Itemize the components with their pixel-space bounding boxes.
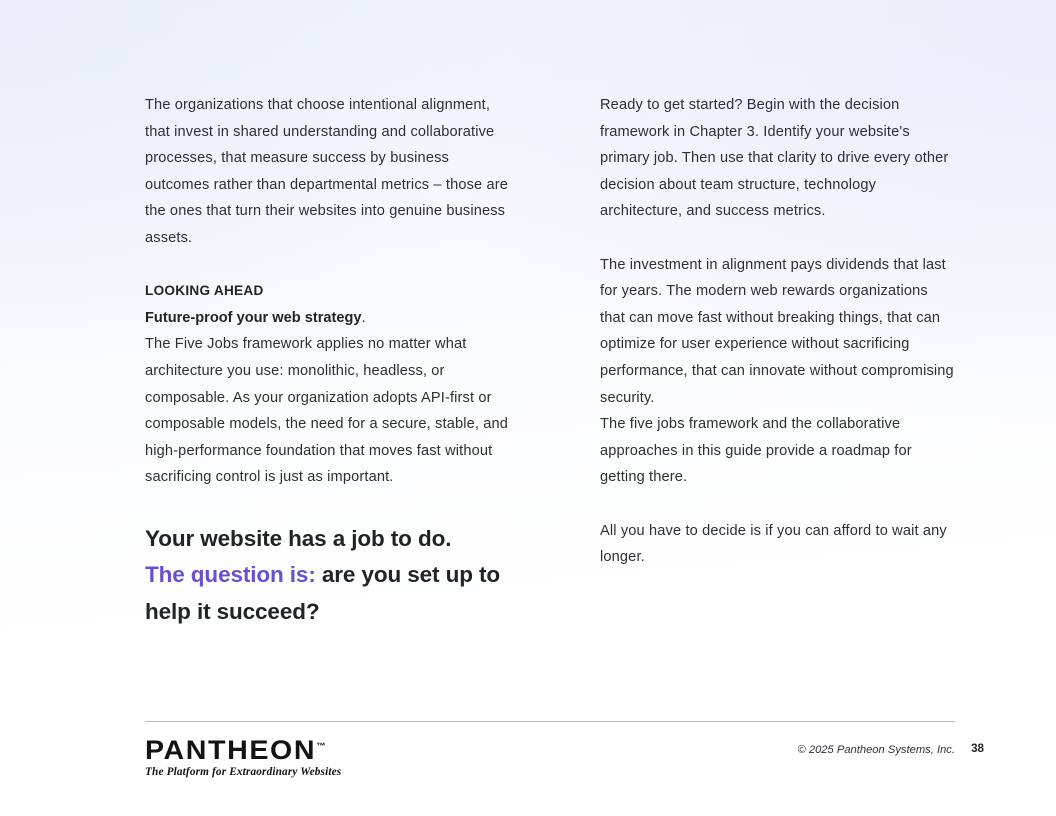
page-number: 38 — [971, 742, 984, 755]
future-proof-lede-period: . — [361, 309, 366, 326]
pantheon-wordmark — [145, 733, 463, 764]
future-proof-lede-bold: Future-proof your web strategy — [145, 309, 362, 326]
closing-headline-line-2 — [145, 557, 509, 630]
paragraph-gap — [600, 491, 955, 518]
headline-gap — [145, 491, 509, 521]
pantheon-tagline: The Platform for Extraordinary Websites — [145, 766, 342, 778]
closing-headline-accent: The question is: — [145, 562, 316, 588]
pantheon-logo — [145, 733, 445, 779]
copyright-notice: © 2025 Pantheon Systems, Inc. — [797, 744, 955, 756]
right-paragraph-3: The five jobs framework and the collaborative approaches in this guide provide a roadmap for getting there. — [600, 416, 912, 486]
closing-headline-line-1: Your website has a job to do. — [145, 525, 452, 551]
right-paragraph-4: All you have to decide is if you can afford to wait any longer. — [600, 522, 947, 566]
left-column — [145, 92, 509, 630]
right-paragraph-2: The investment in alignment pays dividends that last for years. The modern web rewards organizations that can move fast without breaking things, that can optimize for user experience without sacrificing performance, that can innovate without compromising security. — [600, 256, 954, 406]
footer-divider — [145, 721, 955, 722]
future-proof-lede — [145, 305, 509, 332]
paragraph-gap — [145, 252, 509, 279]
pantheon-wordmark-text: PANTHEON — [145, 735, 317, 765]
looking-ahead-eyebrow: LOOKING AHEAD — [145, 283, 264, 299]
closing-headline-rest: are you set up to help it succeed? — [145, 562, 500, 624]
left-paragraph-1: The organizations that choose intentional alignment, that invest in shared understanding and collaborative processes, that measure success by business outcomes rather than departmental metrics – those are the ones that turn their websites into genuine business assets. — [145, 97, 509, 246]
trademark-icon: ™ — [316, 741, 326, 751]
paragraph-gap — [600, 225, 955, 252]
page-body-columns — [145, 92, 955, 630]
right-paragraph-1: Ready to get started? Begin with the decision framework in Chapter 3. Identify your website's primary job. Then use that clarity to drive every other decision about team structure, technology architecture, and success metrics. — [600, 97, 949, 220]
right-column — [600, 92, 955, 630]
left-paragraph-2: The Five Jobs framework applies no matter what architecture you use: monolithic, headless, or composable. As your organization adopts API-first or composable models, the need for a secure, stable, and high-performance foundation that moves fast without sacrificing control is just as important. — [145, 336, 509, 486]
